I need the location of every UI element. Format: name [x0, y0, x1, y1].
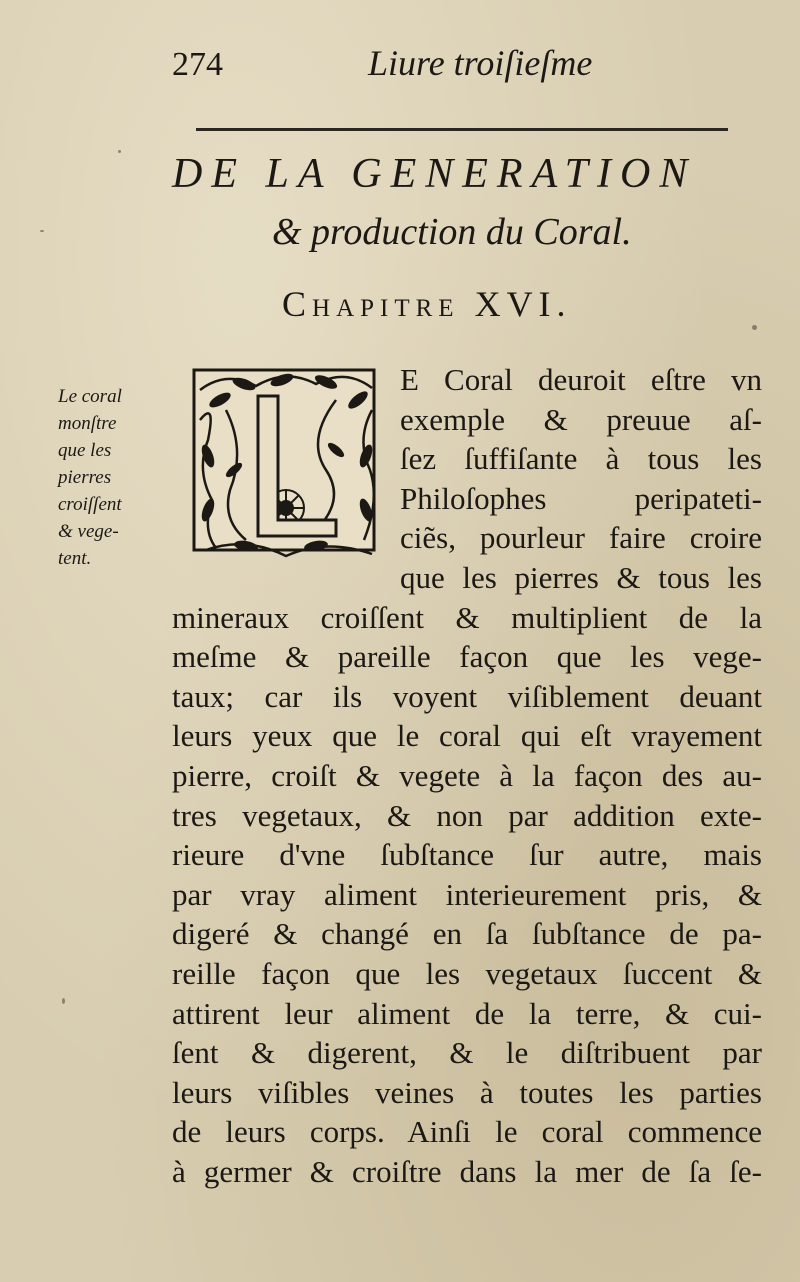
text-line: exemple & preuue aſ-	[400, 401, 762, 437]
text-line: mineraux croiſſent & multiplient de la	[172, 599, 762, 635]
text-line: pierre, croiſt & vegete à la façon des au-	[172, 757, 762, 793]
running-head	[0, 40, 800, 100]
text-line: ſez ſuffiſante à tous les	[400, 441, 762, 477]
body-text	[172, 360, 762, 1191]
margin-note-line: monſtre	[58, 413, 117, 434]
text-line: que les pierres & tous les	[400, 559, 762, 595]
margin-note-line: Le coral	[58, 386, 122, 407]
margin-note-line: tent.	[58, 548, 92, 569]
margin-note-line: pierres	[58, 467, 112, 488]
text-line: par vray aliment interieurement pris, &	[172, 876, 762, 912]
text-line: meſme & pareille façon que les vege-	[172, 639, 762, 675]
text-line: de leurs corps. Ainſi le coral commence	[172, 1114, 762, 1150]
running-title: Liure troiſieſme	[368, 43, 593, 83]
section-title: DE LA GENERATION	[172, 151, 697, 197]
text-line: E Coral deuroit eſtre vn	[400, 362, 762, 397]
chapter-heading: Chapitre XVI.	[282, 284, 572, 324]
margin-note-line: croiſſent	[58, 494, 122, 515]
text-line: taux; car ils voyent viſiblement deuant	[172, 678, 762, 714]
margin-note-line: que les	[58, 440, 112, 461]
page-number: 274	[172, 46, 223, 83]
text-line: ſent & digerent, & le diſtribuent par	[172, 1035, 762, 1071]
margin-note-line: & vege-	[58, 521, 119, 542]
text-line: leurs yeux que le coral qui eſt vrayement	[172, 718, 762, 754]
text-line: rieure d'vne ſubſtance ſur autre, mais	[172, 837, 762, 873]
text-line: digeré & changé en ſa ſubſtance de pa-	[172, 916, 762, 952]
text-line: à germer & croiſtre dans la mer de ſa ſe-	[172, 1153, 762, 1189]
margin-note	[58, 383, 178, 572]
text-line: ciẽs, pourleur faire croire	[400, 520, 762, 556]
section-subtitle: & production du Coral.	[272, 211, 632, 253]
header-rule	[196, 128, 728, 131]
text-line: attirent leur aliment de la terre, & cui-	[172, 995, 762, 1031]
text-line: reille façon que les vegetaux ſuccent &	[172, 955, 762, 991]
text-line: tres vegetaux, & non par addition exte-	[172, 797, 762, 833]
text-line: leurs viſibles veines à toutes les parties	[172, 1074, 762, 1110]
text-line: Philoſophes peripateti-	[400, 480, 762, 516]
